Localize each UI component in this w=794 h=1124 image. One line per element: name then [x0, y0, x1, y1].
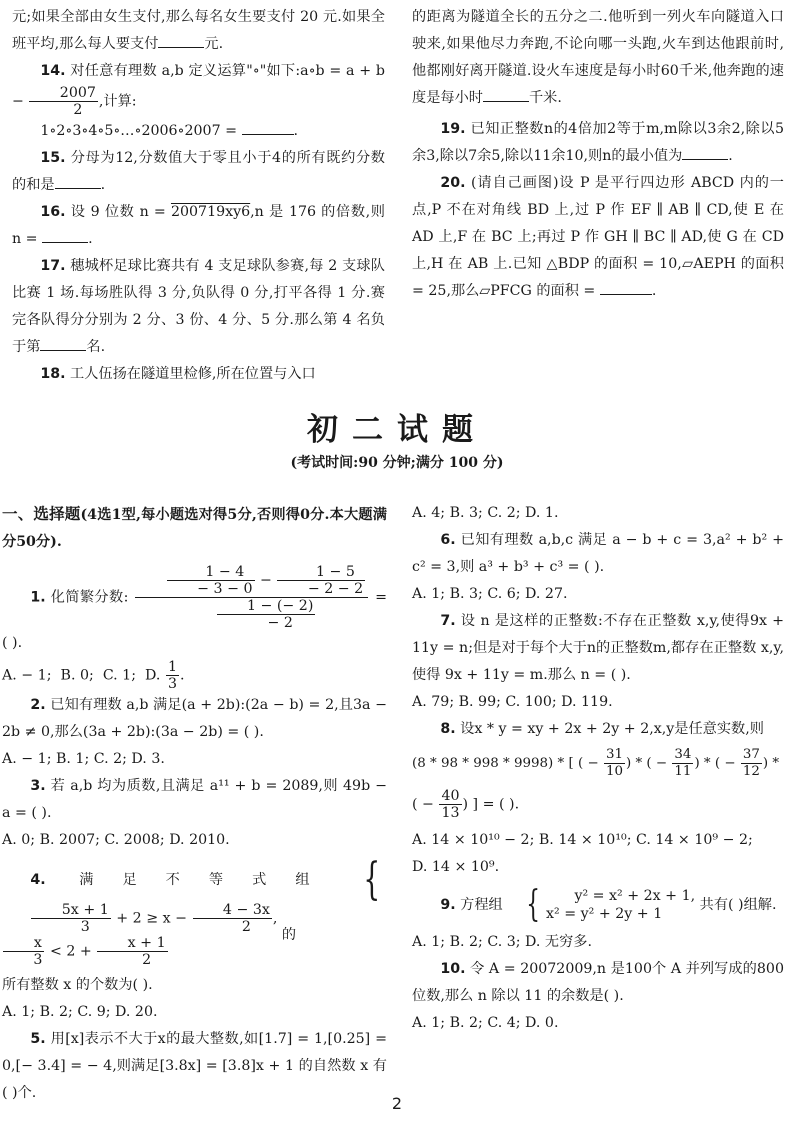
question-8-options: A. 14 × 10¹⁰ − 2; B. 14 × 10¹⁰; C. 14 × 10⁹ − 2;	[412, 832, 753, 848]
complex-fraction: $\frac{1 - 4}{- 3 - 0}$ − $\frac{1 - 5}{- 2 - 2}$ $\frac{1 - (- 2)}{- 2}$	[135, 564, 368, 631]
question-6-options: A. 1; B. 3; C. 6; D. 27.	[412, 586, 568, 602]
question-14-expression: 1∘2∘3∘4∘5∘…∘2006∘2007 = .	[12, 118, 385, 145]
answer-blank	[600, 280, 652, 295]
question-14: 14. 对任意有理数 a,b 定义运算"∘"如下:a∘b = a + b − $\frac{2007}{2}$ ,计算:	[12, 63, 385, 118]
question-13-tail: 元;如果全部由女生支付,那么每名女生要支付 20 元.如果全班平均,那么每人要支付 元.	[12, 9, 385, 52]
question-8-expression: (8 * 98 * 998 * 9998) * [ ( − $\frac{31}{10}$ ) * ( − $\frac{34}{11}$ ) * ( − $\frac{37}{12}$ ) *	[412, 747, 780, 779]
top-left-column	[12, 4, 385, 388]
bottom-right-column	[412, 500, 784, 1037]
fraction: $\frac{2007}{2}$	[29, 85, 98, 118]
question-18-continued: 的距离为隧道全长的五分之二.他听到一列火车向隧道入口驶来,如果他尽力奔跑,不论向哪一头跑,火车到达他跟前时,他都刚好离开隧道.设火车速度是每小时60千米,他奔跑的速度是每小时 千米.	[412, 9, 784, 106]
answer-blank	[158, 33, 204, 48]
question-19: 19. 已知正整数n的4倍加2等于m,m除以3余2,除以5余3,除以7余5,除以11余10,则n的最小值为 .	[412, 121, 784, 164]
inequality-system: $\frac{5x + 1}{3}$ + 2 ≥ x − $\frac{4 - 3x}{2}$ , $\frac{x}{3}$ < 2 + $\frac{x + 1}{2}$	[2, 902, 277, 968]
question-7-options: A. 79; B. 99; C. 100; D. 119.	[412, 694, 613, 710]
answer-blank	[242, 120, 294, 135]
exam-info: (考试时间:90 分钟;满分 100 分)	[290, 455, 504, 471]
question-9: 9. 方程组 { y² = x² + 2x + 1, x² = y² + 2y + 1 共有( )组解.	[440, 884, 777, 925]
question-10: 10. 令 A = 20072009,n 是100个 A 并列写成的800 位数,那么 n 除以 11 的余数是( ).	[412, 961, 784, 1004]
question-5: 5. 用[x]表示不大于x的最大整数,如[1.7] = 1,[0.25] = 0,[− 3.4] = − 4,则满足[3.8x] = [3.8]x + 1 的自然数 x 有( )个.	[2, 1031, 388, 1101]
question-4: 4. 满足不等式组 { $\frac{5x + 1}{3}$ + 2 ≥ x − $\frac{4 - 3x}{2}$ , $\frac{x}{3}$ < 2 + $\frac{x + 1}{2}$ 的	[2, 858, 387, 968]
top-right-column	[412, 4, 784, 305]
question-9-options: A. 1; B. 2; C. 3; D. 无穷多.	[412, 934, 592, 950]
question-6: 6. 已知有理数 a,b,c 满足 a − b + c = 3,a² + b² + c² = 3,则 a³ + b³ + c³ = ( ).	[412, 532, 784, 575]
answer-blank	[682, 145, 728, 160]
question-5-options: A. 4; B. 3; C. 2; D. 1.	[412, 505, 559, 521]
brace-symbol: {	[362, 854, 380, 905]
question-3: 3. 若 a,b 均为质数,且满足 a¹¹ + b = 2089,则 49b − a = ( ).	[2, 778, 388, 821]
answer-blank	[55, 174, 101, 189]
question-16: 16. 设 9 位数 n = 200719xy6,n 是 176 的倍数,则 n = .	[12, 204, 385, 247]
answer-blank	[483, 87, 529, 102]
section-heading: 一、选择题(4选1型,每小题选对得5分,否则得0分.本大题满分50分).	[2, 504, 387, 550]
brace-symbol: {	[526, 884, 540, 925]
equation-system: y² = x² + 2x + 1, x² = y² + 2y + 1	[546, 888, 696, 922]
question-20: 20. (请自己画图)设 P 是平行四边形 ABCD 内的一点,P 不在对角线 BD 上,过 P 作 EF ∥ AB ∥ CD,使 E 在 AD 上,F 在 BC 上;再过 P 作 GH ∥ BC ∥ AD,使 G 在 CD 上,H 在 AB 上.已知 △BDP 的面积 = 10,▱AEPH 的面积 = 25,那么▱PFCG 的面积 = .	[412, 175, 784, 299]
question-1-options: A. − 1; B. 0; C. 1; D. $\frac{1}{3}$ .	[2, 659, 185, 692]
question-7: 7. 设 n 是这样的正整数:不存在正整数 x,y,使得9x + 11y = n;但是对于每个大于n的正整数m,都存在正整数 x,y,使得 9x + 11y = m.那么 n = ( ).	[412, 613, 784, 683]
question-8-options-d: D. 14 × 10⁹.	[412, 859, 500, 875]
question-18: 18. 工人伍扬在隧道里检修,所在位置与入口	[40, 366, 316, 382]
page-title: 初二试题	[307, 412, 487, 448]
question-15: 15. 分母为12,分数值大于零且小于4的所有既约分数的和是 .	[12, 150, 385, 193]
answer-blank	[42, 228, 88, 243]
question-2-options: A. − 1; B. 1; C. 2; D. 3.	[2, 751, 165, 767]
answer-blank	[40, 336, 86, 351]
question-10-options: A. 1; B. 2; C. 4; D. 0.	[412, 1015, 559, 1031]
question-1: 1. 化简繁分数: $\frac{1 - 4}{- 3 - 0}$ − $\frac{1 - 5}{- 2 - 2}$ $\frac{1 - (- 2)}{- 2}$ = ( ).	[2, 564, 387, 651]
question-3-options: A. 0; B. 2007; C. 2008; D. 2010.	[2, 832, 230, 848]
bottom-left-column	[2, 500, 387, 1107]
question-2: 2. 已知有理数 a,b 满足(a + 2b):(2a − b) = 2,且3a − 2b ≠ 0,那么(3a + 2b):(3a − 2b) = ( ).	[2, 697, 387, 740]
question-17: 17. 穗城杯足球比赛共有 4 支足球队参赛,每 2 支球队比赛 1 场.每场胜队得 3 分,负队得 0 分,打平各得 1 分.赛完各队得分分别为 2 分、3 份、4 分、5 分.那么第 4 名负于第 名.	[12, 258, 385, 355]
question-8-expression-end: ( − $\frac{40}{13}$ ) ] = ( ).	[412, 788, 520, 821]
page-number: 2	[391, 1094, 403, 1113]
question-8: 8. 设x * y = xy + 2x + 2y + 2,x,y是任意实数,则	[440, 721, 764, 737]
question-4-options: A. 1; B. 2; C. 9; D. 20.	[2, 1004, 158, 1020]
question-4-continued: 所有整数 x 的个数为( ).	[2, 977, 153, 993]
